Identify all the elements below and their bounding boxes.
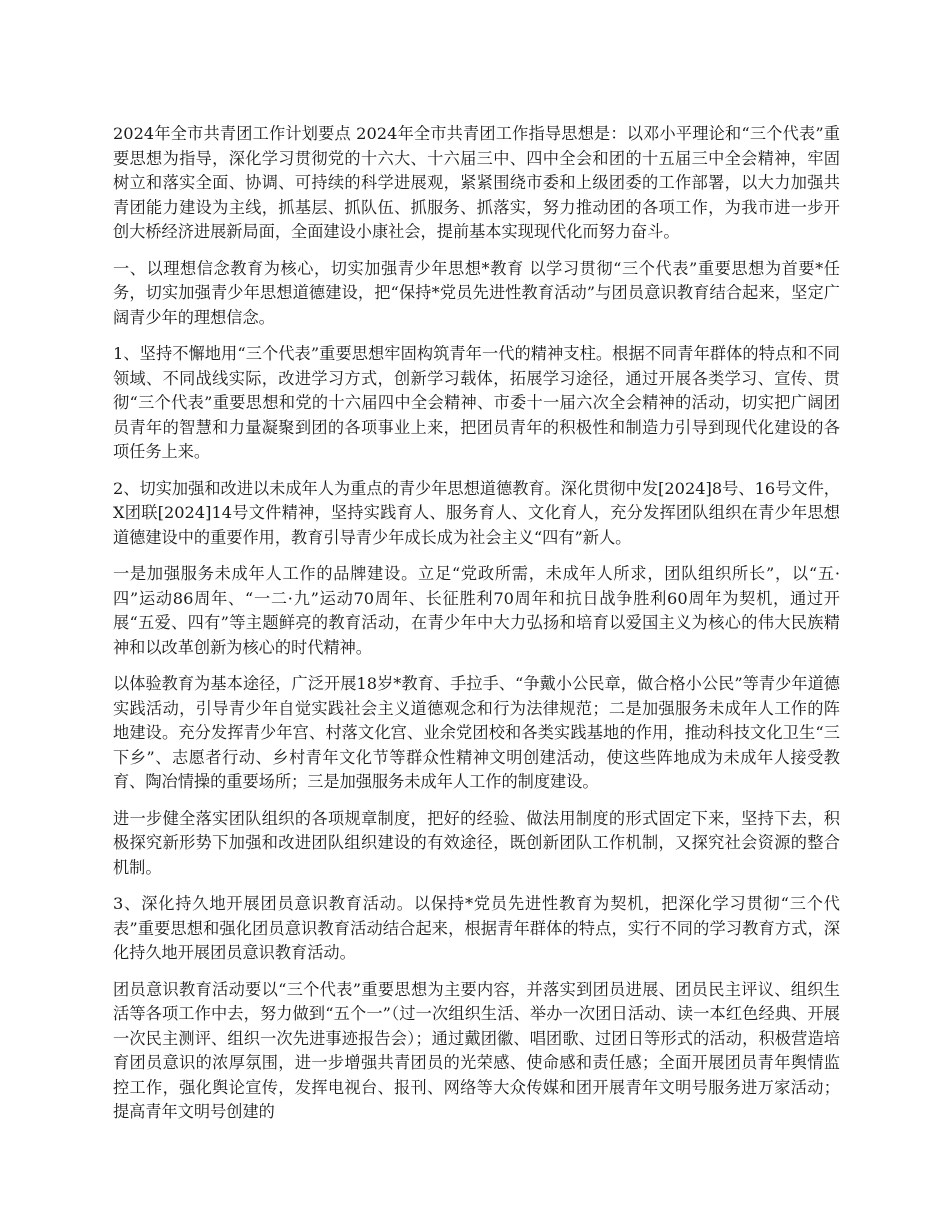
- paragraph-experience-education: 以体验教育为基本途径，广泛开展18岁*教育、手拉手、“争戴小公民章，做合格小公民”等青少年道德实践活动，引导青少年自觉实践社会主义道德观念和行为法律规范；二是加强服务未成年人工作的阵地建设。充分发挥青少年宫、村落文化宫、业余党团校和各类实践基地的作用，推动科技文化卫生“三下乡”、志愿者行动、乡村青年文化节等群众性精神文明创建活动，使这些阵地成为未成年人接受教育、陶冶情操的重要场所；三是加强服务未成年人工作的制度建设。: [113, 674, 840, 791]
- paragraph-item-3: 3、深化持久地开展团员意识教育活动。以保持*党员先进性教育为契机，把深化学习贯彻“三个代表”重要思想和强化团员意识教育活动结合起来，根据青年群体的特点，实行不同的学习教育方式，深化持久地开展团员意识教育活动。: [113, 894, 840, 962]
- paragraph-point-1: 一是加强服务未成年人工作的品牌建设。立足“党政所需，未成年人所求，团队组织所长”，以“五·四”运动86周年、“一二·九”运动70周年、长征胜利70周年和抗日战争胜利60周年为契机，通过开展“五爱、四有”等主题鲜亮的教育活动，在青少年中大力弘扬和培育以爱国主义为核心的伟大民族精神和以改革创新为核心的时代精神。: [113, 564, 840, 657]
- paragraph-section-1: 一、以理想信念教育为核心，切实加强青少年思想*教育 以学习贯彻“三个代表”重要思想为首要*任务，切实加强青少年思想道德建设，把“保持*党员先进性教育活动”与团员意识教育结合起来，坚定广阔青少年的理想信念。: [113, 258, 840, 327]
- paragraph-item-2: 2、切实加强和改进以未成年人为重点的青少年思想道德教育。深化贯彻中发[2024]8号、16号文件，X团联[2024]14号文件精神，坚持实践育人、服务育人、文化育人，充分发挥团队组织在青少年思想道德建设中的重要作用，教育引导青少年成长成为社会主义“四有”新人。: [113, 478, 840, 547]
- paragraph-item-1: 1、坚持不懈地用“三个代表”重要思想牢固构筑青年一代的精神支柱。根据不同青年群体的特点和不同领域、不同战线实际，改进学习方式，创新学习载体，拓展学习途径，通过开展各类学习、宣传、贯彻“三个代表”重要思想和党的十六届四中全会精神、市委十一届六次全会精神的活动，切实把广阔团员青年的智慧和力量凝聚到团的各项事业上来，把团员青年的积极性和制造力引导到现代化建设的各项任务上来。: [113, 344, 840, 461]
- paragraph-system-building: 进一步健全落实团队组织的各项规章制度，把好的经验、做法用制度的形式固定下来，坚持下去，积极探究新形势下加强和改进团队组织建设的有效途径，既创新团队工作机制，又探究社会资源的整合机制。: [113, 808, 840, 877]
- paragraph-intro: 2024年全市共青团工作计划要点 2024年全市共青团工作指导思想是：以邓小平理论和“三个代表”重要思想为指导，深化学习贯彻党的十六大、十六届三中、四中全会和团的十五届三中全会精神，牢固树立和落实全面、协调、可持续的科学进展观，紧紧围绕市委和上级团委的工作部署，以大力加强共青团能力建设为主线，抓基层、抓队伍、抓服务、抓落实，努力推动团的各项工作，为我市进一步开创大桥经济进展新局面，全面建设小康社会，提前基本实现现代化而努力奋斗。: [113, 124, 840, 241]
- document-body: [113, 122, 840, 1137]
- paragraph-member-awareness: 团员意识教育活动要以“三个代表”重要思想为主要内容，并落实到团员进展、团员民主评议、组织生活等各项工作中去，努力做到“五个一”（过一次组织生活、举办一次团日活动、读一本红色经典、开展一次民主测评、组织一次先进事迹报告会）；通过戴团徽、唱团歌、过团日等形式的活动，积极营造培育团员意识的浓厚氛围，进一步增强共青团员的光荣感、使命感和责任感；全面开展团员青年舆情监控工作，强化舆论宣传，发挥电视台、报刊、网络等大众传媒和团开展青年文明号服务进万家活动；提高青年文明号创建的: [113, 979, 840, 1121]
